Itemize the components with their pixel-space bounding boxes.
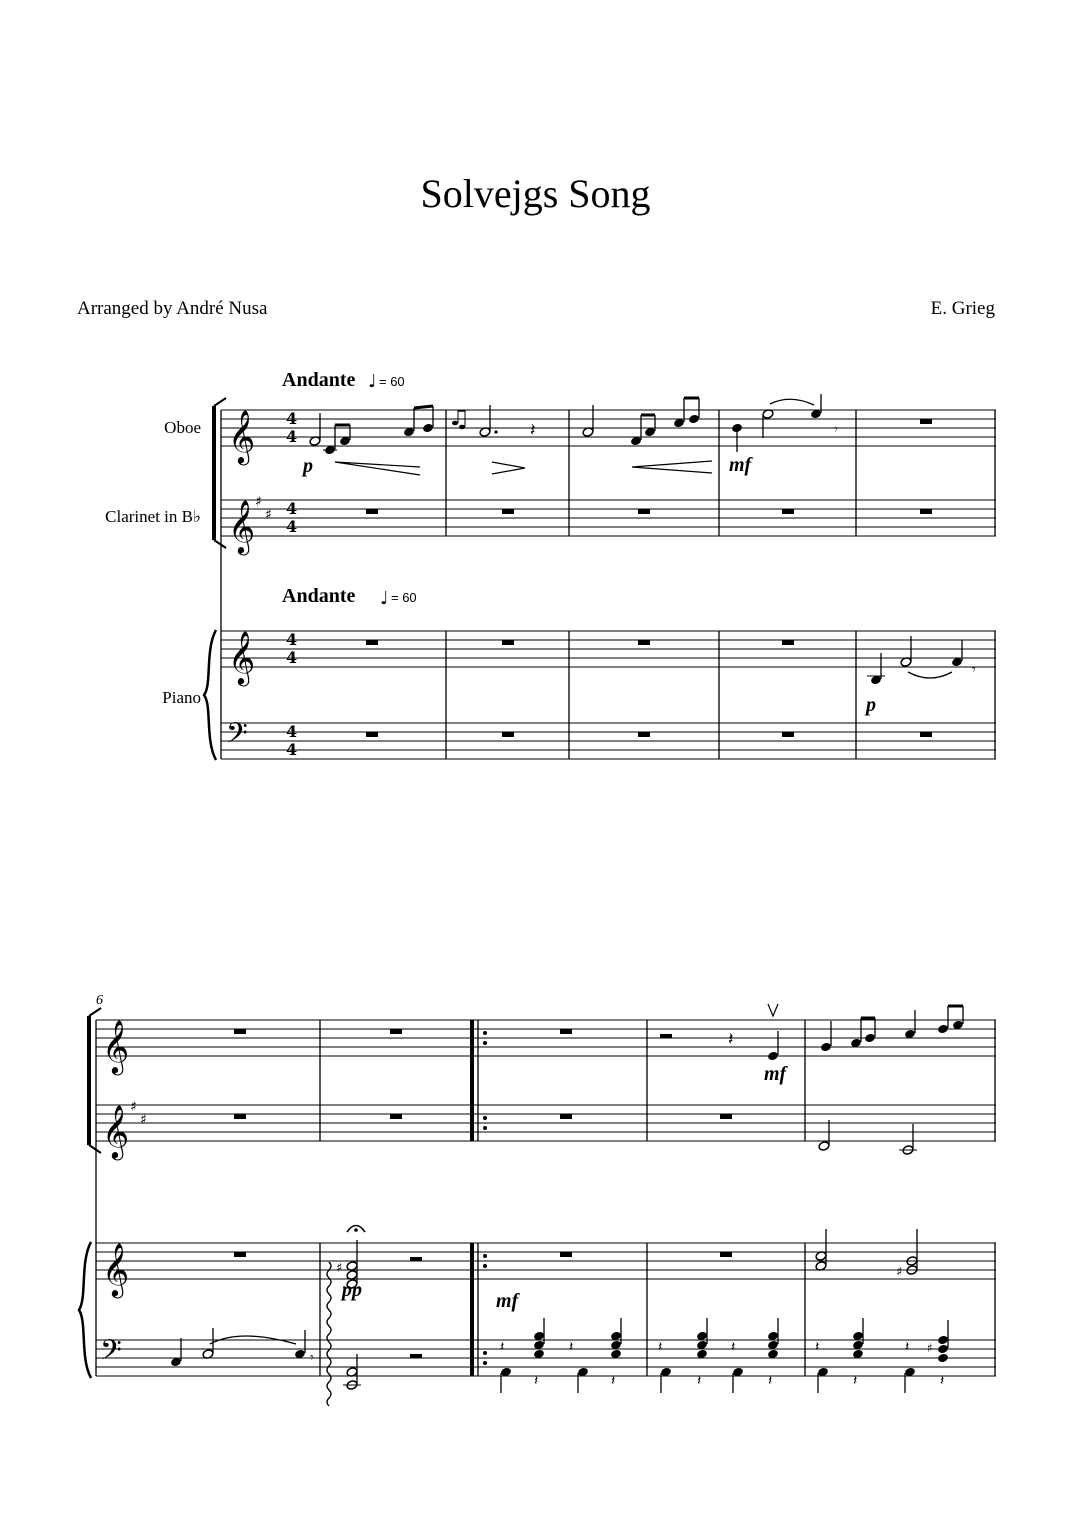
svg-text:4: 4 (286, 722, 298, 741)
composer-credit: E. Grieg (930, 298, 995, 319)
arpeggio-line (327, 1262, 331, 1406)
clarinet-rests-system-2 (234, 1114, 732, 1119)
eighth-rest-icon: 𝄾 (310, 1350, 314, 1366)
eighth-rest-icon: 𝄾 (834, 422, 838, 438)
svg-text:4: 4 (286, 517, 298, 536)
dynamic-marking: p (303, 455, 313, 477)
staff-oboe (221, 410, 996, 446)
treble-clef-icon: 𝄞 (102, 1019, 130, 1073)
quarter-note-icon: ♩ (380, 588, 389, 609)
bass-clef-icon: 𝄢 (100, 1334, 122, 1374)
piano-treble-measure-10 (815, 1229, 918, 1280)
half-rest-icon (410, 1354, 422, 1358)
svg-text:𝄽: 𝄽 (697, 1373, 702, 1389)
clarinet-measure-10 (818, 1120, 917, 1155)
piano-brace (204, 630, 216, 760)
treble-clef-icon: 𝄞 (228, 499, 256, 553)
oboe-measure-4 (731, 394, 838, 452)
repeat-start-dots (483, 1031, 487, 1365)
svg-text:𝄽: 𝄽 (534, 1373, 539, 1389)
staff-clarinet-2 (96, 1105, 996, 1141)
piano-bass-rests-system-1 (366, 732, 932, 737)
quarter-note-icon: ♩ (368, 371, 377, 392)
barlines-system-1 (446, 410, 995, 759)
staff-piano-treble (221, 631, 996, 667)
svg-text:4: 4 (286, 630, 298, 649)
oboe-measure-2 (452, 405, 536, 474)
whole-rest-icon (920, 419, 932, 424)
whole-rest-icon (560, 1252, 572, 1257)
staff-clarinet (221, 500, 996, 536)
staff-piano-bass (221, 723, 996, 759)
dynamic-marking: mf (764, 1063, 787, 1085)
treble-clef-icon: 𝄞 (102, 1242, 130, 1296)
oboe-rests-system-2 (234, 1029, 572, 1034)
svg-text:𝄽: 𝄽 (658, 1339, 663, 1355)
piano-treble-rests-system-1 (366, 640, 794, 645)
quarter-rest-icon: 𝄽 (728, 1029, 734, 1050)
bass-clef-icon: 𝄢 (226, 717, 248, 757)
tempo-marking-bpm: = 60 (379, 374, 405, 389)
tempo-marking-bpm-piano: = 60 (391, 590, 417, 605)
svg-text:𝄽: 𝄽 (905, 1339, 910, 1355)
piano-bass-measure-7 (343, 1354, 422, 1390)
svg-text:𝄽: 𝄽 (500, 1339, 505, 1355)
svg-text:𝄽: 𝄽 (815, 1339, 820, 1355)
system-2 (79, 993, 996, 1406)
quarter-rest-icon: 𝄽 (530, 420, 536, 441)
whole-rest-icon (720, 1252, 732, 1257)
piano-bass-measure-6 (170, 1328, 314, 1367)
svg-text:𝄽: 𝄽 (940, 1373, 945, 1389)
dynamic-marking: pp (342, 1279, 362, 1301)
barlines-system-2 (320, 1020, 995, 1376)
svg-text:𝄽: 𝄽 (768, 1373, 773, 1389)
svg-text:4: 4 (286, 409, 298, 428)
svg-text:4: 4 (286, 648, 298, 667)
crescendo-hairpin (632, 461, 712, 473)
svg-text:4: 4 (286, 499, 298, 518)
dynamic-marking: p (866, 694, 876, 716)
sharp-icon: ♯ (336, 1261, 343, 1276)
sharp-icon: ♯ (265, 507, 272, 523)
oboe-measure-1 (309, 406, 434, 475)
page-title: Solvejgs Song (420, 171, 651, 216)
time-signatures (286, 409, 297, 759)
eighth-rest-icon: 𝄾 (972, 662, 976, 678)
tempo-marking-word: Andante (282, 369, 356, 391)
tie (908, 672, 952, 678)
sharp-icon: ♯ (927, 1341, 933, 1355)
decrescendo-hairpin (492, 462, 525, 474)
staff-piano-treble-2 (96, 1243, 996, 1279)
piano-bass-measures-8-10 (500, 1318, 949, 1393)
half-rest-icon (410, 1257, 422, 1261)
treble-clef-icon: 𝄞 (228, 630, 256, 684)
svg-text:𝄽: 𝄽 (611, 1373, 616, 1389)
oboe-measure-9 (660, 1004, 779, 1061)
dynamic-marking: mf (729, 454, 752, 476)
tempo-marking-word-piano: Andante (282, 585, 356, 607)
piano-brace (79, 1242, 91, 1378)
treble-clef-icon: 𝄞 (228, 409, 256, 463)
instrument-name-oboe: Oboe (164, 418, 201, 437)
instrument-name-piano: Piano (162, 688, 201, 707)
measure-number: 6 (96, 993, 103, 1008)
half-rest-icon (660, 1034, 672, 1038)
arranger-credit: Arranged by André Nusa (77, 298, 268, 319)
piano-treble-measure-5 (867, 636, 976, 685)
dynamic-marking: mf (496, 1290, 519, 1312)
sharp-icon: ♯ (896, 1265, 903, 1280)
tie (770, 399, 814, 405)
whole-rest-icon (234, 1252, 246, 1257)
system-1 (105, 369, 996, 760)
sharp-icon: ♯ (140, 1112, 147, 1128)
oboe-measure-3 (582, 398, 712, 473)
clarinet-rests-system-1 (366, 509, 932, 514)
up-bow-icon (768, 1004, 778, 1016)
svg-text:𝄽: 𝄽 (853, 1373, 858, 1389)
crescendo-hairpin (335, 462, 420, 475)
svg-text:4: 4 (286, 740, 298, 759)
instrument-name-clarinet: Clarinet in B♭ (105, 507, 201, 526)
treble-clef-icon: 𝄞 (102, 1104, 130, 1158)
svg-text:𝄽: 𝄽 (731, 1339, 736, 1355)
sharp-icon: ♯ (130, 1099, 137, 1115)
svg-text:4: 4 (286, 427, 298, 446)
svg-text:𝄽: 𝄽 (569, 1339, 574, 1355)
sharp-icon: ♯ (255, 494, 262, 510)
